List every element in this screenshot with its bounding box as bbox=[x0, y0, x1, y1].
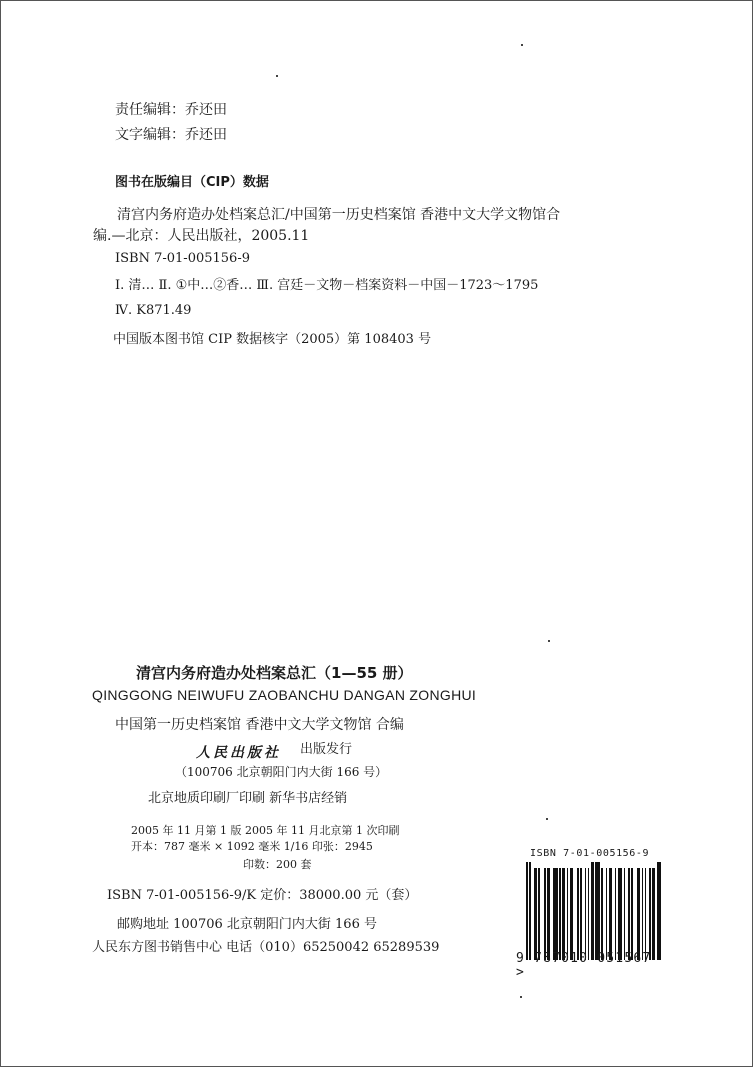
cip-heading: 图书在版编目（CIP）数据 bbox=[115, 175, 269, 190]
publisher-logo: 人民出版社 bbox=[196, 745, 281, 761]
barcode-isbn-label: ISBN 7-01-005156-9 bbox=[530, 848, 650, 859]
barcode-space bbox=[661, 868, 663, 960]
book-title-pinyin: QINGGONG NEIWUFU ZAOBANCHU DANGAN ZONGHUI bbox=[92, 687, 477, 703]
text-editor: 文字编辑：乔还田 bbox=[115, 127, 227, 143]
edition-info: 2005 年 11 月第 1 版 2005 年 11 月北京第 1 次印刷 bbox=[131, 824, 400, 837]
publisher-address: （100706 北京朝阳门内大街 166 号） bbox=[175, 765, 388, 779]
print-run: 印数：200 套 bbox=[243, 858, 312, 871]
barcode-bars bbox=[516, 862, 666, 960]
printer-distributor: 北京地质印刷厂印刷 新华书店经销 bbox=[148, 791, 348, 806]
publish-issue: 出版发行 bbox=[300, 742, 353, 757]
cip-line-1: 清宫内务府造办处档案总汇/中国第一历史档案馆 香港中文大学文物馆合 bbox=[117, 207, 561, 223]
compilers: 中国第一历史档案馆 香港中文大学文物馆 合编 bbox=[115, 717, 404, 733]
cip-verification: 中国版本图书馆 CIP 数据核字（2005）第 108403 号 bbox=[113, 332, 432, 347]
scan-speck bbox=[276, 75, 278, 77]
cip-classification: Ⅳ. K871.49 bbox=[115, 303, 192, 318]
cip-isbn: ISBN 7-01-005156-9 bbox=[115, 251, 250, 266]
price-line: ISBN 7-01-005156-9/K 定价：38000.00 元（套） bbox=[107, 888, 418, 903]
scan-speck bbox=[521, 44, 523, 46]
format-info: 开本：787 毫米 × 1092 毫米 1/16 印张：2945 bbox=[131, 840, 373, 853]
scan-speck bbox=[548, 640, 550, 642]
responsible-editor: 责任编辑：乔还田 bbox=[115, 102, 227, 118]
barcode-digits: 9 787010 051567 > bbox=[516, 951, 652, 980]
isbn-barcode bbox=[516, 848, 666, 980]
book-title: 清宫内务府造办处档案总汇（1—55 册） bbox=[136, 664, 413, 682]
cip-subjects: Ⅰ. 清… Ⅱ. ①中…②香… Ⅲ. 宫廷－文物－档案资料－中国－1723～1795 bbox=[115, 278, 539, 293]
sales-center: 人民东方图书销售中心 电话（010）65250042 65289539 bbox=[92, 940, 440, 955]
mail-order-address: 邮购地址 100706 北京朝阳门内大街 166 号 bbox=[117, 917, 377, 932]
cip-line-2: 编.—北京：人民出版社，2005.11 bbox=[93, 228, 310, 244]
scan-speck bbox=[520, 996, 522, 998]
scan-speck bbox=[546, 818, 548, 820]
